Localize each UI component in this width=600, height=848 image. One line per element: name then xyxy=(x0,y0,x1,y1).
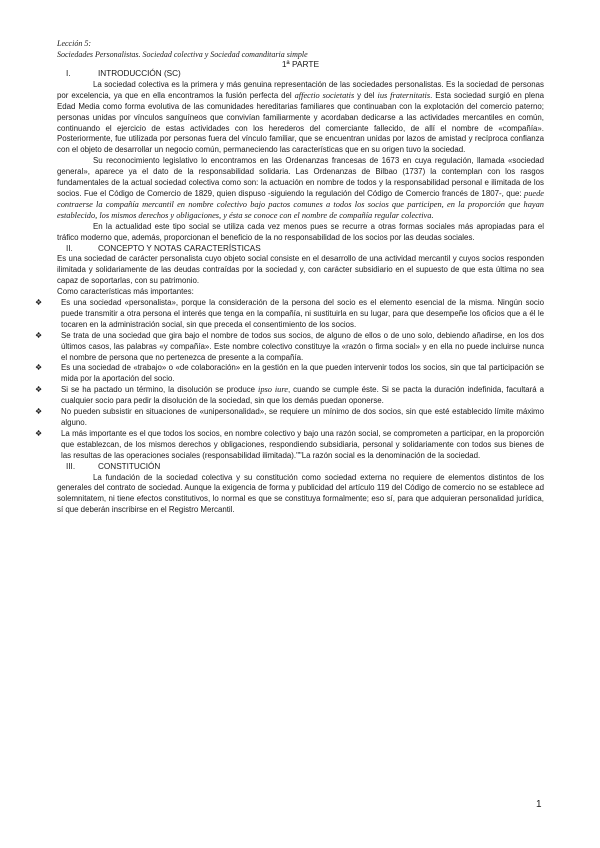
part-heading: 1ª PARTE xyxy=(281,59,320,69)
list-item: ❖ No pueden subsistir en situaciones de «unipersonalidad», se requiere un mínimo de dos socios, sin que esté establecido límite máximo alguno. xyxy=(35,407,544,427)
concepto-paragraph: Es una sociedad de carácter personalista cuyo objeto social consiste en el desarrollo de una actividad mercantil y cuyos socios responden ilimitada y solidariamente de las deudas contraídas por la sociedad y, con carácter subsidiario en el supuesto de que esta última no sea capaz de soportarlas, con su patrimonio. xyxy=(57,254,544,286)
lesson-title: Lección 5: xyxy=(57,39,91,48)
concepto-list-intro: Como características más importantes: xyxy=(57,287,194,297)
diamond-bullet-icon: ❖ xyxy=(35,385,43,395)
list-item: ❖ Es una sociedad «personalista», porque la consideración de la persona del socio es el elemento esencial de la misma. Ningún socio puede transmitir a otra persona el interés que tenga en la compañía, ni sustituirla en su lugar, para que desempeñe los oficios que a él le tocaren en la administración social, sin que preceda el consentimiento de los socios. xyxy=(35,298,544,329)
list-item: ❖ Se trata de una sociedad que gira bajo el nombre de todos sus socios, de alguno de ellos o de uno solo, debiendo añadirse, en los dos últimos casos, las palabras «y compañía». Este nombre colectivo constituye la «razón o firma social» y en ella no puede incluirse nunca el nombre de persona que no pertenezca de presente a la compañía. xyxy=(35,330,544,362)
constitucion-paragraph: La fundación de la sociedad colectiva y su constitución como sociedad externa no requiere de elementos distintos de los generales del contrato de sociedad. Aunque la exigencia de forma y publicidad del artículo 119 del Código de comercio no se establece ad solemnitatem, ni tiene efectos constitutivos, lo normal es que se constituya formalmente; eso sí, para que adquieran personalidad jurídica, sí que deberán inscribirse en el Registro Mercantil. xyxy=(57,472,544,515)
list-item: ❖ La más importante es el que todos los socios, en nombre colectivo y bajo una razón social, se comprometen a participar, en la proporción que establezcan, de los mismos derechos y obligaciones, respondiendo subsidiaria, personal y solidariamente con todos sus bienes de las resultas de las operaciones sociales (responsabilidad ilimitada).""La razón social es la denominación de la sociedad. xyxy=(35,428,544,460)
list-item: ❖ Si se ha pactado un término, la disolución se produce ipso iure, cuando se cumple éste. Si se pacta la duración indefinida, facultará a cualquier socio para pedir la disolución de la sociedad, sin que los demás puedan oponerse. xyxy=(35,385,545,406)
section-number: II. xyxy=(66,243,73,253)
section-heading-constitucion xyxy=(57,462,544,473)
diamond-bullet-icon: ❖ xyxy=(35,407,43,417)
section-title: CONCEPTO Y NOTAS CARACTERÍSTICAS xyxy=(98,243,261,253)
diamond-bullet-icon: ❖ xyxy=(35,330,43,340)
section-number: III. xyxy=(66,461,76,471)
document-body xyxy=(35,39,545,516)
lesson-subtitle: Sociedades Personalistas. Sociedad colectiva y Sociedad comanditaria simple xyxy=(57,49,308,59)
intro-paragraph-3: En la actualidad este tipo social se utiliza cada vez menos pues se recurre a otras formas sociales más apropiadas para el tráfico moderno que, además, proporcionan el beneficio de la no responsabilidad de los socios por las deudas sociales. xyxy=(57,221,544,242)
section-heading-concepto xyxy=(57,244,544,255)
intro-paragraph-1: La sociedad colectiva es la primera y más genuina representación de las sociedades personalistas. Es la sociedad de personas por excelencia, ya que en ella encontramos la fusión perfecta del affectio societatis y del ius fraternitatis. Esta sociedad surgió en plena Edad Media como forma evolutiva de las comunidades hereditarias familiares que continuaban con la explotación del comercio paterno; personas unidas por vínculos sanguíneos que convivían familiarmente y acordaban dedicarse a las actividades mercantiles en común, continuando el ejercicio de estas actividades con los herederos del comerciante fallecido, de allí el nombre de «compañía». Posteriormente, fue utilizada por personas fuera del vínculo familiar, que se encuentran unidas por lazos de amistad y recíproca confianza con el objeto de desarrollar un negocio común, permaneciendo las características que en su origen tuvo la sociedad. xyxy=(57,79,544,155)
diamond-bullet-icon: ❖ xyxy=(35,363,43,373)
section-title: INTRODUCCIÓN (SC) xyxy=(98,69,181,78)
diamond-bullet-icon: ❖ xyxy=(35,428,43,438)
page-number: 1 xyxy=(536,799,542,810)
intro-paragraph-2: Su reconocimiento legislativo lo encontramos en las Ordenanzas francesas de 1673 en cuya regulación, llamada «sociedad general», aparece ya el dato de la responsabilidad solidaria. Las Ordenanzas de Bilbao (1737) la contemplan con los rasgos fundamentales de la actual sociedad colectiva como son: la actuación en nombre de todos y la responsabilidad personal e ilimitada de los socios. Fue el Código de Comercio de 1829, quien dispuso -siguiendo la regulación del Código de Comercio francés de 1807-, que: puede contraerse la compañía mercantil en nombre colectivo bajo pactos comunes a todos los socios que participen, en la proporción que hayan establecido, los mismos derechos y obligaciones, y ésta se conoce con el nombre de compañía regular colectiva. xyxy=(57,156,544,220)
characteristics-list xyxy=(35,298,545,462)
section-title: CONSTITUCIÓN xyxy=(98,461,161,471)
list-item: ❖ Es una sociedad de «trabajo» o «de colaboración» en la gestión en la que pueden intervenir todos los socios, sin que tal participación se mida por la aportación del socio. xyxy=(35,363,544,384)
section-number: I. xyxy=(66,69,71,78)
diamond-bullet-icon: ❖ xyxy=(35,298,43,308)
section-heading-introduccion xyxy=(57,69,544,80)
